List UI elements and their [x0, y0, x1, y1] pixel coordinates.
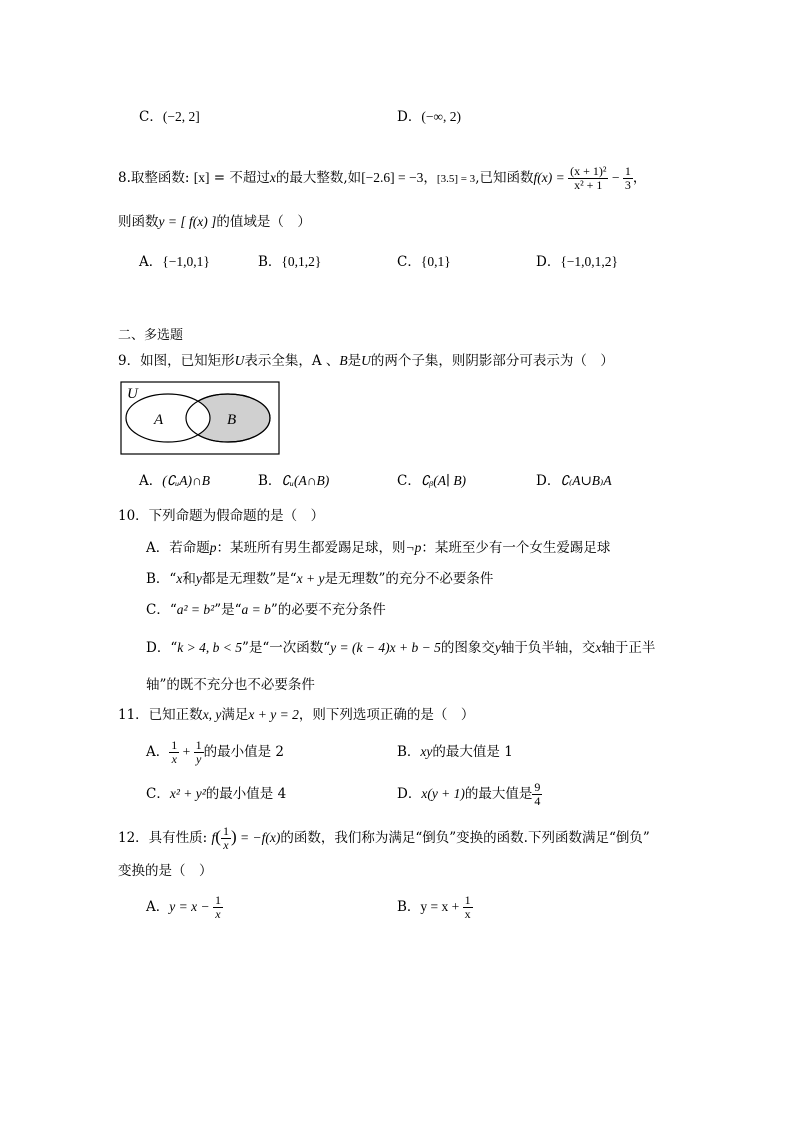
- q8-stem-line2: 则函数y = [ f(x) ]的值域是（ ）: [118, 214, 311, 230]
- q12-option-b: B．y = x + $\frac{1}{x}$: [397, 893, 471, 921]
- q11-option-a: A． $\frac{1}{x}$ + $\frac{1}{y}$ 的最小值是 2: [146, 738, 285, 766]
- q11-option-b: B．xy的最大值是 1: [397, 744, 513, 760]
- q11-option-c: C．x² + y²的最小值是 4: [146, 786, 287, 802]
- q8-option-a: A．{−1,0,1}: [139, 254, 210, 270]
- q8-fraction: $\frac{\text{(x + 1)²}}{\text{x² + 1}}$: [570, 164, 607, 192]
- q10-option-d: D．“k > 4, b < 5”是“一次函数“y = (k − 4)x + b − 5的图象交y轴于负半轴，交x轴于正半: [146, 640, 656, 656]
- q9-option-b: B．∁ᵤ(A∩B): [258, 473, 330, 489]
- q12-option-a: A．y = x − $\frac{1}{x}$: [146, 893, 221, 921]
- q12-stem: 12．具有性质: f( $\frac{1}{x}$ ) = −f(x)的函数，我们称为满足“倒负”变换的函数.下列函数满足“倒负”: [118, 824, 650, 852]
- q7-option-c-math: (−2, 2]: [162, 109, 200, 124]
- q7-option-d: D．(−∞, 2): [397, 109, 462, 125]
- section-heading: 二、多选题: [118, 328, 184, 343]
- venn-label-b: B: [227, 412, 237, 428]
- q9-stem: 9．如图，已知矩形U表示全集，A 、B是U的两个子集，则阴影部分可表示为（ ）: [118, 353, 614, 369]
- q11-option-d: D．x(y + 1)的最大值是 $\frac{9}{4}$: [397, 780, 541, 808]
- q7-option-d-math: (−∞, 2): [421, 109, 462, 124]
- q10-option-a: A．若命题p：某班所有男生都爱踢足球，则¬p：某班至少有一个女生爱踢足球: [146, 540, 611, 556]
- venn-diagram: [120, 381, 280, 455]
- q9-option-d: D．∁₍A∪B₎A: [536, 473, 612, 489]
- q9-option-a: A．(∁ᵤA)∩B: [139, 473, 211, 489]
- q12-stem-line2: 变换的是（ ）: [118, 863, 213, 879]
- q7-option-c: C．(−2, 2]: [139, 109, 200, 125]
- q11-stem: 11．已知正数x, y满足x + y = 2，则下列选项正确的是（ ）: [118, 707, 475, 723]
- q8-stem: 8.取整函数: [x] = 不超过x的最大整数,如[−2.6] = −3，[3.5] = 3,已知函数f(x) = $\frac{\text{(x + 1)²}}{\text{x² + 1}}$ − $\frac{1}{3}$ ，: [118, 164, 647, 192]
- venn-label-u: U: [127, 386, 138, 402]
- q9-option-c: C．∁ᵦ(A∣ B): [397, 473, 467, 489]
- q10-stem: 10．下列命题为假命题的是（ ）: [118, 508, 325, 524]
- venn-label-a: A: [154, 412, 164, 428]
- q8-option-c: C．{0,1}: [397, 254, 451, 270]
- q10-option-c: C．“a² = b²”是“a = b”的必要不充分条件: [146, 602, 386, 618]
- q10-option-d-line2: 轴”的既不充分也不必要条件: [146, 677, 315, 693]
- q8-option-b: B．{0,1,2}: [258, 254, 322, 270]
- q10-option-b: B．“x和y都是无理数”是“x + y是无理数”的充分不必要条件: [146, 571, 494, 587]
- q8-option-d: D．{−1,0,1,2}: [536, 254, 619, 270]
- q8-fraction-one-third: $\frac{1}{3}$: [624, 164, 631, 192]
